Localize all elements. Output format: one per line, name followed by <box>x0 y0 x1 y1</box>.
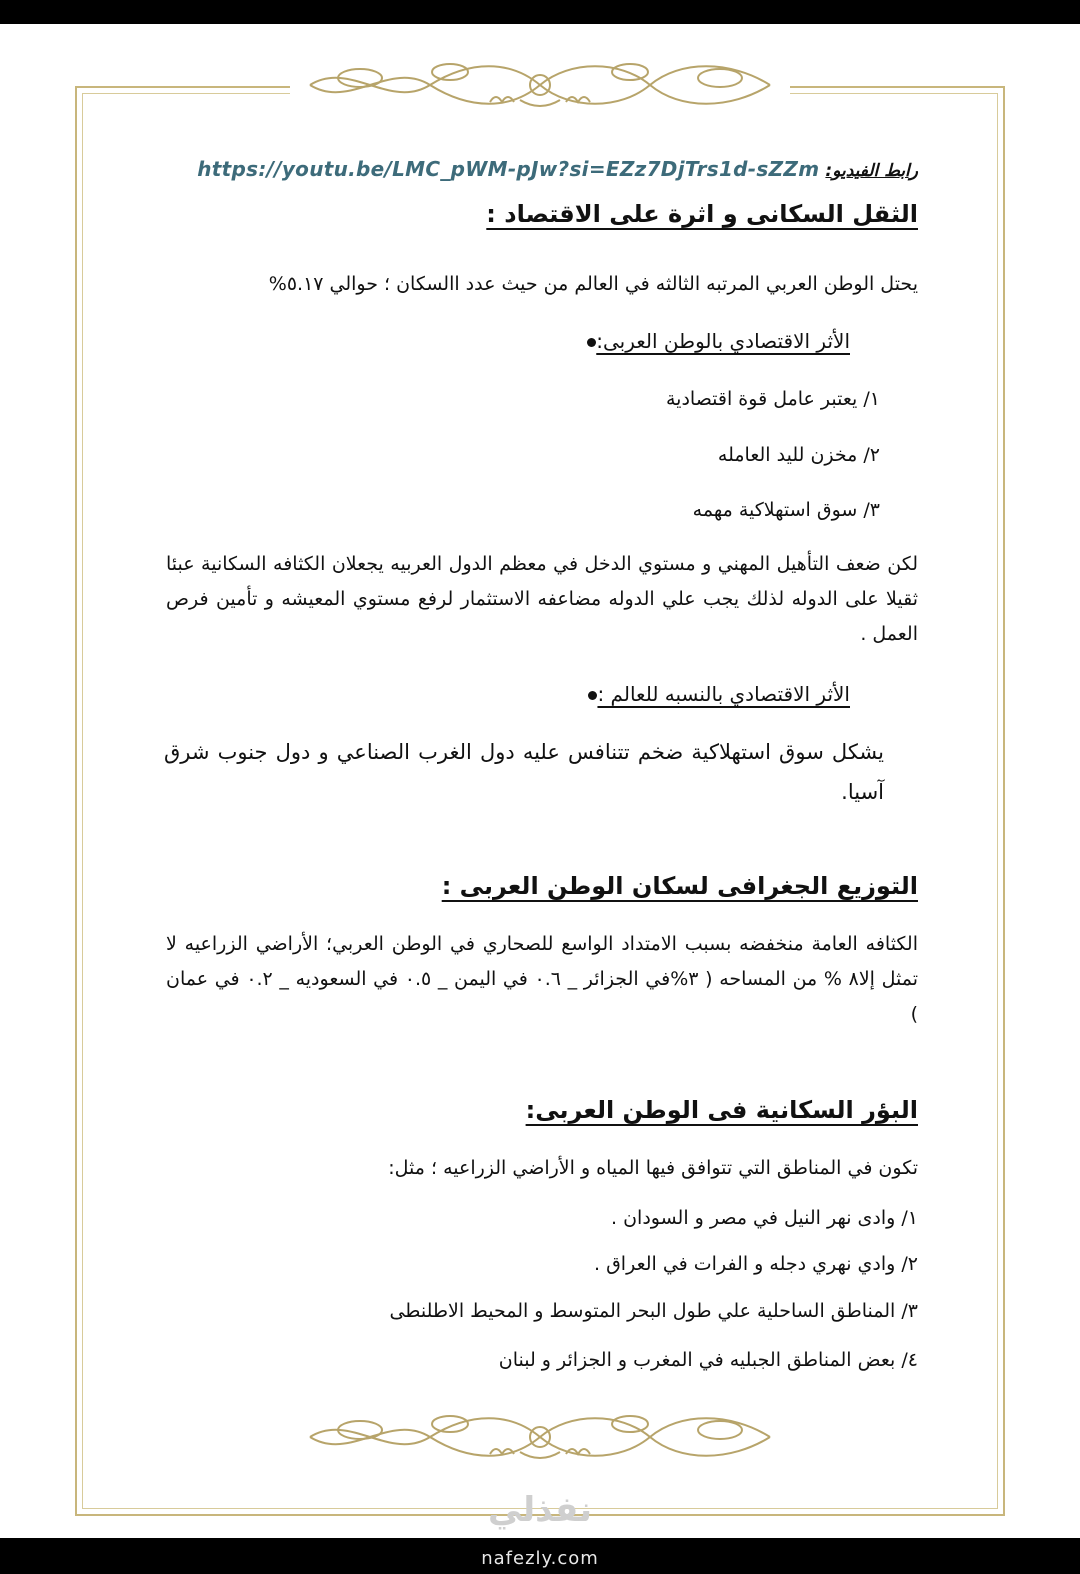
video-label: رابط الفيديو: <box>825 161 918 181</box>
section2-paragraph: الكثافه العامة منخفضه بسبب الامتداد الواسع للصحاري في الوطن العربي؛ الأراضي الزراعيه لا تمثل إلا٨ % من المساحه ( ٣%في الجزائر _ ٠.٦ في اليمن _ ٠.٥ في السعوديه _ ٠.٢ في عمان ) <box>166 933 918 1025</box>
video-link-row <box>197 156 918 184</box>
section1-heading: الثقل السكانى و اثرة على الاقتصاد : <box>486 200 918 228</box>
list-item: ٢/ وادي نهري دجله و الفرات في العراق . <box>593 1253 918 1275</box>
section2-heading: التوزيع الجغرافى لسكان الوطن العربى : <box>441 872 918 900</box>
section3-heading: البؤر السكانية فى الوطن العربى: <box>525 1096 918 1124</box>
bullet-label: الأثر الاقتصادي بالوطن العربى: <box>596 329 850 353</box>
watermark-logo: نفذلي <box>487 1490 593 1530</box>
section1-intro: يحتل الوطن العربي المرتبه الثالثه في العالم من حيث عدد االسكان ؛ حوالي ٥.١٧% <box>268 273 918 295</box>
list-item: ٣/ المناطق الساحلية علي طول البحر المتوسط و المحيط الاطلنطى <box>389 1300 918 1322</box>
document-body <box>160 0 918 1574</box>
world-effect-paragraph: يشكل سوق استهلاكية ضخم تتنافس عليه دول الغرب الصناعي و دول جنوب شرق آسيا. <box>164 740 884 804</box>
bullet-label: الأثر الاقتصادي بالنسبه للعالم : <box>597 682 850 706</box>
video-link[interactable]: https://youtu.be/LMC_pWM-pJw?si=EZz7DjTrs1d-sZZm <box>197 157 820 181</box>
section1-paragraph: لكن ضعف التأهيل المهني و مستوي الدخل في معظم الدول العربيه يجعلان الكثافه السكانية عبئا ثقيلا على الدوله لذلك يجب علي الدوله مضاعفه الاستثمار لرفع مستوي المعيشه و تأمين فرص العمل . <box>166 553 918 645</box>
bullet-economic-effect-world <box>568 682 850 706</box>
bullet-economic-effect-arab <box>567 329 850 353</box>
list-item: ١/ يعتبر عامل قوة اقتصادية <box>665 388 880 410</box>
section3-intro: تكون في المناطق التي تتوافق فيها المياه و الأراضي الزراعيه ؛ مثل: <box>388 1157 918 1179</box>
list-item: ٤/ بعض المناطق الجبليه في المغرب و الجزائر و لبنان <box>498 1349 918 1371</box>
watermark-site: nafezly.com <box>481 1548 599 1569</box>
list-item: ٣/ سوق استهلاكية مهمه <box>692 499 880 521</box>
list-item: ١/ وادى نهر النيل في مصر و السودان . <box>611 1207 918 1229</box>
list-item: ٢/ مخزن لليد العامله <box>717 444 880 466</box>
bullet-dot-icon <box>587 338 596 347</box>
